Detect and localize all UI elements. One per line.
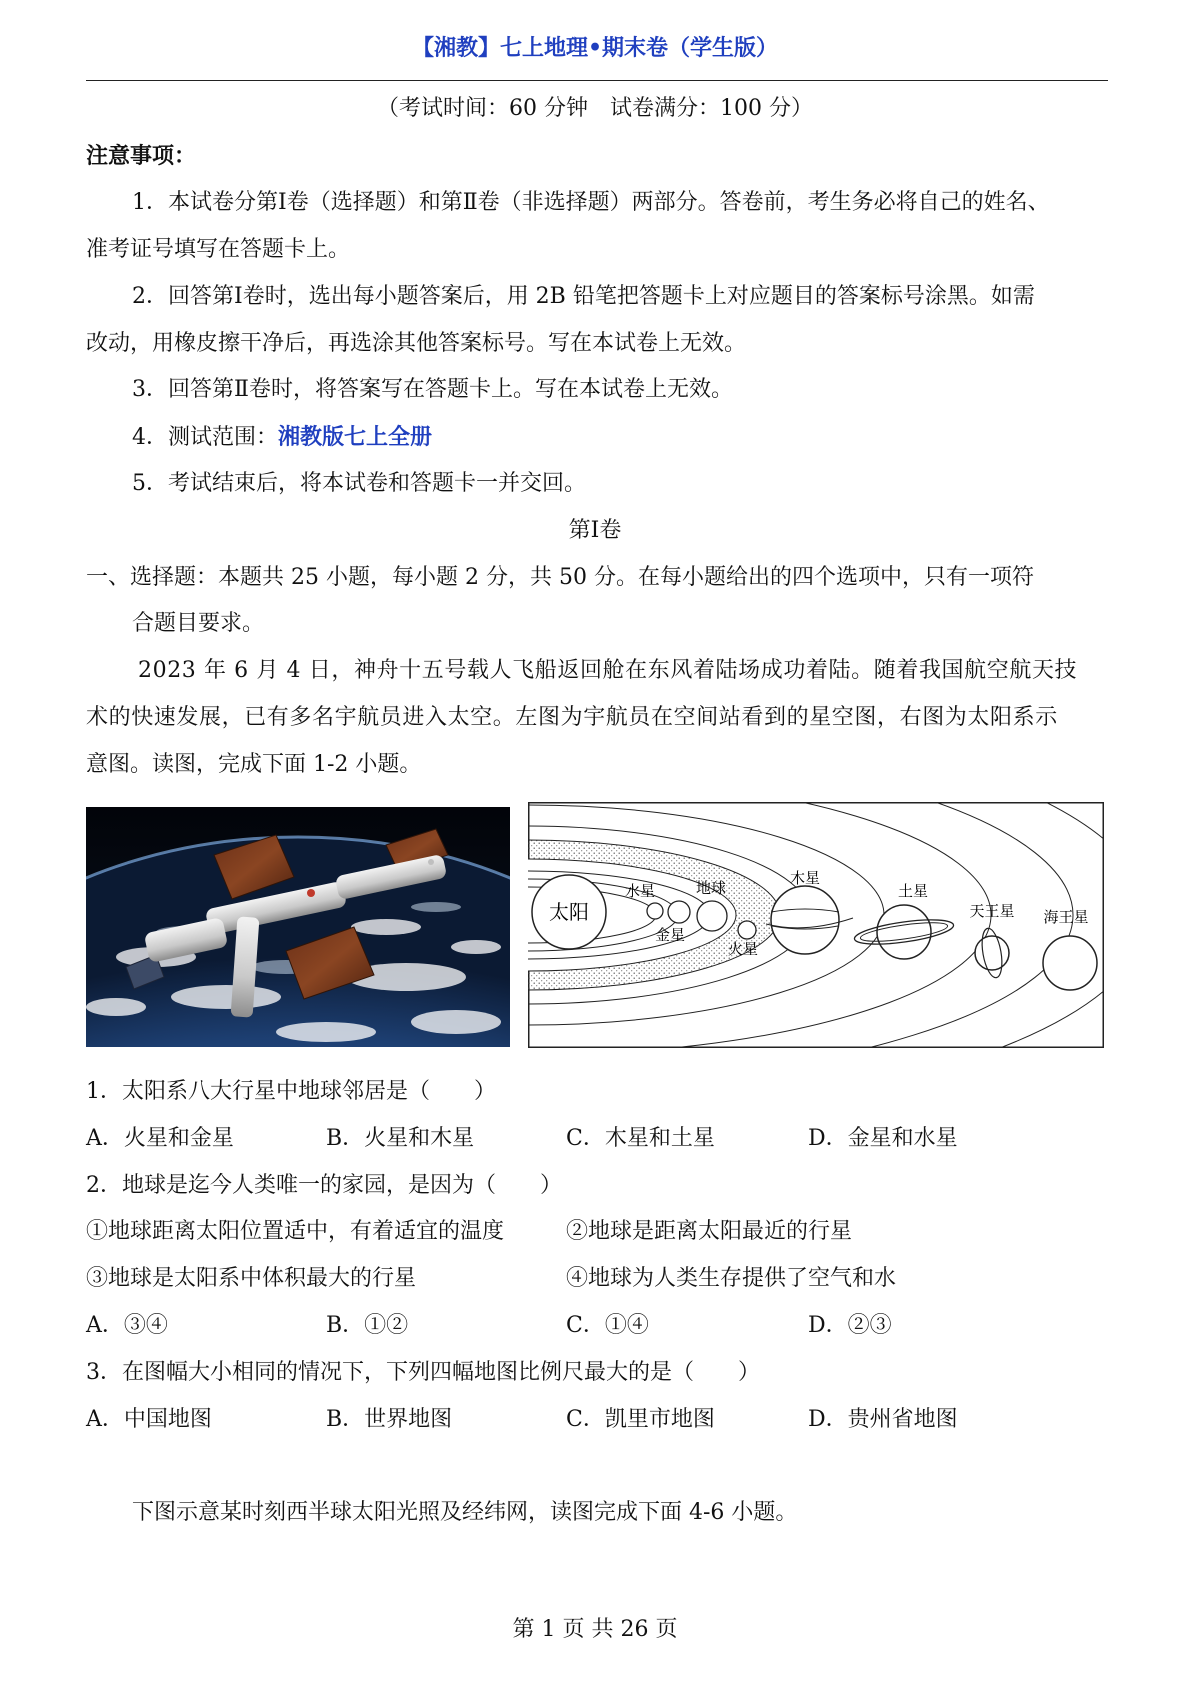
- test-scope: 湘教版七上全册: [278, 424, 433, 450]
- note-4: [132, 422, 432, 453]
- sun-label: 太阳: [549, 900, 589, 924]
- saturn-body: [877, 905, 931, 959]
- uranus-body: [975, 936, 1009, 970]
- neptune-label: 海王星: [1043, 908, 1089, 926]
- passage1-line-2: 术的快速发展，已有多名宇航员进入太空。左图为宇航员在空间站看到的星空图，右图为太阳系示: [86, 705, 1058, 730]
- note-2-line-2: 改动，用橡皮擦干净后，再选涂其他答案标号。写在本试卷上无效。: [86, 331, 747, 356]
- q1-option-a: A．火星和金星: [86, 1126, 234, 1151]
- q1-option-c: C．木星和土星: [566, 1126, 715, 1151]
- q2-option-c: C．①④: [566, 1313, 649, 1338]
- mercury-label: 水星: [624, 882, 656, 900]
- part1-instructions-line-2: 合题目要求。: [132, 611, 265, 636]
- q2-statement-1: ①地球距离太阳位置适中，有着适宜的温度: [86, 1219, 505, 1244]
- note-5: 5．考试结束后，将本试卷和答题卡一并交回。: [132, 471, 586, 496]
- passage2-line-1: 下图示意某时刻西半球太阳光照及经纬网，读图完成下面 4-6 小题。: [132, 1500, 798, 1525]
- note-4-prefix: 4．测试范围：: [132, 425, 278, 450]
- q2-statement-2: ②地球是距离太阳最近的行星: [566, 1219, 853, 1244]
- note-2-line-1: 2．回答第Ⅰ卷时，选出每小题答案后，用 2B 铅笔把答题卡上对应题目的答案标号涂黑。如需: [132, 284, 1035, 309]
- note-1-line-2: 准考证号填写在答题卡上。: [86, 237, 351, 262]
- earth-label: 地球: [695, 879, 727, 897]
- passage1-line-3: 意图。读图，完成下面 1-2 小题。: [86, 752, 422, 777]
- exam-title: 【湘教】七上地理•期末卷（学生版）: [411, 35, 779, 61]
- jupiter-label: 木星: [789, 869, 821, 887]
- page-number: 第 1 页 共 26 页: [512, 1617, 678, 1642]
- q2-option-d: D．②③: [808, 1313, 892, 1338]
- header-divider: [86, 80, 1108, 81]
- q1-stem: 1．太阳系八大行星中地球邻居是（ ）: [86, 1079, 496, 1104]
- q1-option-d: D．金星和水星: [808, 1126, 958, 1151]
- q3-option-d: D．贵州省地图: [808, 1407, 958, 1432]
- note-1-line-1: 1．本试卷分第Ⅰ卷（选择题）和第Ⅱ卷（非选择题）两部分。答卷前，考生务必将自己的姓名、: [132, 190, 1050, 215]
- mercury-body: [647, 903, 663, 919]
- q2-stem: 2．地球是迄今人类唯一的家园，是因为（ ）: [86, 1173, 562, 1198]
- q1-option-b: B．火星和木星: [326, 1126, 475, 1151]
- notes-heading: 注意事项：: [86, 143, 197, 169]
- jupiter-body: [771, 886, 839, 954]
- q2-statement-4: ④地球为人类生存提供了空气和水: [566, 1266, 897, 1291]
- earth-body: [697, 901, 727, 931]
- exam-info: （考试时间：60 分钟 试卷满分：100 分）: [377, 96, 813, 121]
- q2-option-b: B．①②: [326, 1313, 409, 1338]
- q3-option-c: C．凯里市地图: [566, 1407, 715, 1432]
- passage1-line-1: 2023 年 6 月 4 日，神舟十五号载人飞船返回舱在东风着陆场成功着陆。随着我国航空航天技: [138, 658, 1078, 683]
- q3-option-b: B．世界地图: [326, 1407, 453, 1432]
- note-3: 3．回答第Ⅱ卷时，将答案写在答题卡上。写在本试卷上无效。: [132, 377, 733, 402]
- q3-option-a: A．中国地图: [86, 1407, 212, 1432]
- solar-system-diagram: [528, 802, 1104, 1048]
- venus-body: [668, 901, 690, 923]
- q2-statement-3: ③地球是太阳系中体积最大的行星: [86, 1266, 417, 1291]
- space-station-photo: [86, 807, 510, 1047]
- neptune-body: [1043, 936, 1097, 990]
- venus-label: 金星: [654, 926, 686, 944]
- mars-label: 火星: [727, 940, 759, 958]
- uranus-label: 天王星: [969, 902, 1015, 920]
- q2-option-a: A．③④: [86, 1313, 168, 1338]
- mars-body: [738, 921, 756, 939]
- q3-stem: 3．在图幅大小相同的情况下，下列四幅地图比例尺最大的是（ ）: [86, 1360, 760, 1385]
- saturn-label: 土星: [897, 882, 929, 900]
- volume-heading: 第Ⅰ卷: [568, 518, 622, 543]
- part1-instructions-line-1: 一、选择题：本题共 25 小题，每小题 2 分，共 50 分。在每小题给出的四个选项中，只有一项符: [86, 565, 1034, 590]
